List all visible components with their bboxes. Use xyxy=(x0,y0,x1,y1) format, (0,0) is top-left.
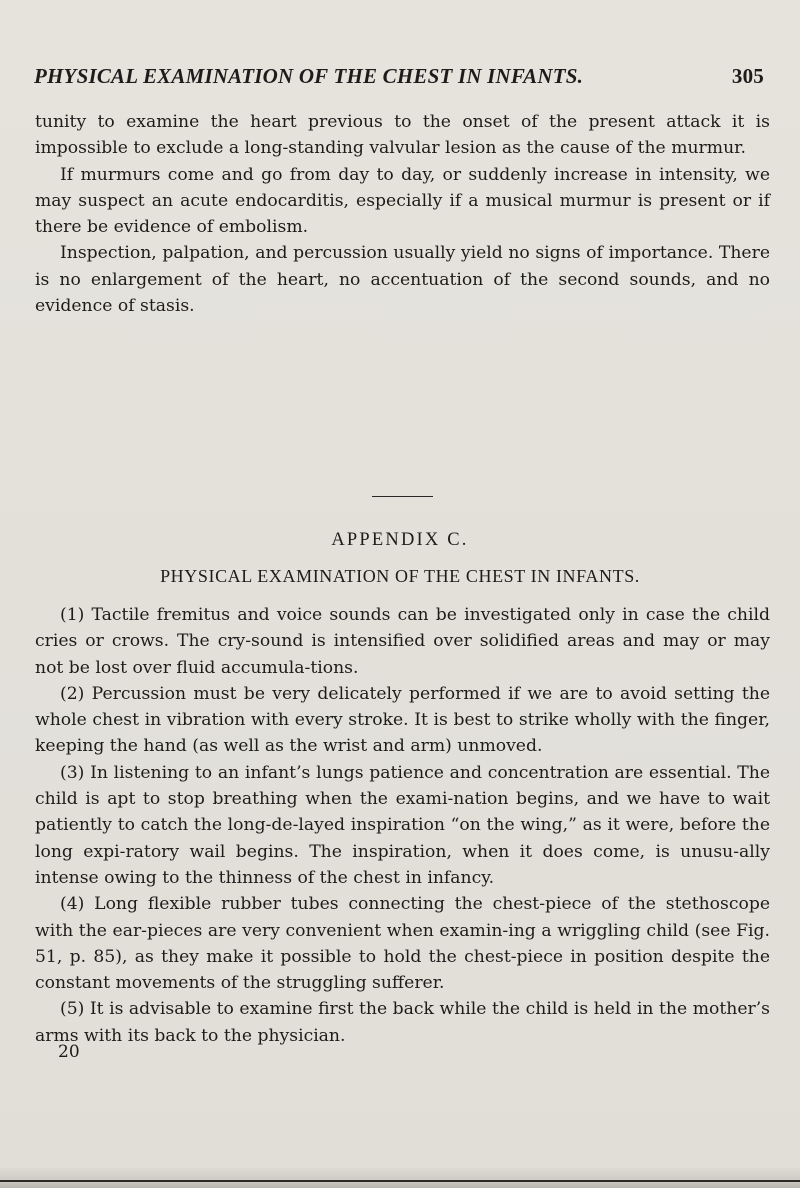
paragraph-inspection: Inspection, palpation, and percussion usually yield no signs of importance. There is no enlargement of the heart, no accentuation of the second sounds, and no evidence of stasis. xyxy=(35,243,770,317)
running-head xyxy=(34,60,774,94)
page-number: 305 xyxy=(731,64,764,88)
numbered-paragraph-4: (4) Long flexible rubber tubes connecting the chest-piece of the stethoscope with the ear-pieces are very convenient when examin-ing a wriggling child (see Fig. 51, p. 85), as they make it possible to hold the chest-piece in position despite the constant movements of the struggling sufferer. xyxy=(35,894,770,994)
body-text-top xyxy=(35,109,770,319)
page-bottom-edge xyxy=(0,1168,800,1188)
signature-mark: 20 xyxy=(58,1042,80,1062)
page-bottom-line xyxy=(0,1180,800,1182)
running-head-title: PHYSICAL EXAMINATION OF THE CHEST IN INFANTS. xyxy=(34,64,584,88)
section-title: PHYSICAL EXAMINATION OF THE CHEST IN INFANTS. xyxy=(160,566,640,586)
body-text-appendix xyxy=(35,602,770,1049)
paragraph-continuation: tunity to examine the heart previous to the onset of the present attack it is impossible to exclude a long-standing valvular lesion as the cause of the murmur. xyxy=(35,112,770,159)
section-divider-rule xyxy=(372,496,433,497)
numbered-paragraph-1: (1) Tactile fremitus and voice sounds can be investigated only in case the child cries or crows. The cry-sound is intensified over solidified areas and may or may not be lost over fluid accumula-tions. xyxy=(35,605,770,678)
appendix-heading: APPENDIX C. xyxy=(331,530,469,550)
numbered-paragraph-5: (5) It is advisable to examine first the back while the child is held in the mother’s arms with its back to the physician. xyxy=(35,999,770,1046)
numbered-paragraph-2: (2) Percussion must be very delicately performed if we are to avoid setting the whole chest in vibration with every stroke. It is best to strike wholly with the finger, keeping the hand (as well as the wrist and arm) unmoved. xyxy=(35,683,770,757)
numbered-paragraph-3: (3) In listening to an infant’s lungs patience and concentration are essential. The child is apt to stop breathing when the exami-nation begins, and we have to wait patiently to catch the long-de-layed inspiration “on the wing,” as it were, before the long expi-ratory wail begins. The inspiration, when it does come, is unusu-ally intense owing to the thinness of the chest in infancy. xyxy=(35,762,770,888)
paragraph-murmurs: If murmurs come and go from day to day, or suddenly increase in intensity, we may suspect an acute endocarditis, especially if a musical murmur is present or if there be evidence of embolism. xyxy=(35,164,770,238)
